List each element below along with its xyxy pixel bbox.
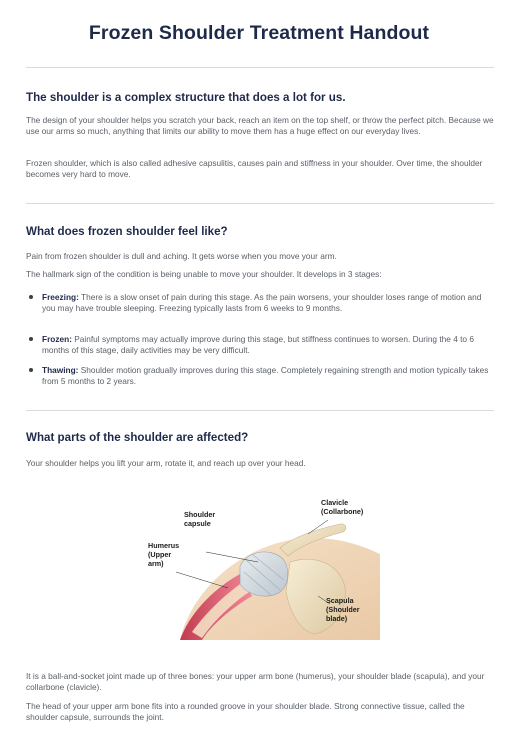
divider [26, 203, 494, 204]
bullet-icon [29, 295, 33, 299]
page-title: Frozen Shoulder Treatment Handout [88, 22, 430, 44]
paragraph: Your shoulder helps you lift your arm, rotate it, and reach up over your head. [26, 458, 306, 468]
label-capsule-2: capsule [184, 519, 211, 528]
stage-term: Thawing: [42, 365, 79, 375]
paragraph: Frozen shoulder, which is also called adhesive capsulitis, causes pain and stiffness in your shoulder. Over time, the shoulder becomes very hard to move. [26, 158, 483, 179]
divider [26, 67, 494, 68]
list-item [26, 292, 496, 313]
shoulder-capsule [240, 552, 288, 596]
shoulder-anatomy-illustration [140, 492, 380, 640]
stage-term: Freezing: [42, 292, 79, 302]
paragraph: The hallmark sign of the condition is being unable to move your shoulder. It develops in 3 stages: [26, 269, 382, 279]
label-humerus-1: Humerus [148, 541, 180, 550]
divider [26, 410, 494, 411]
bullet-icon [29, 337, 33, 341]
stage-text: Shoulder motion gradually improves during this stage. Completely regaining strength and motion typically takes from 5 months to 2 years. [42, 365, 489, 386]
label-clavicle-1: Clavicle [321, 498, 349, 507]
section-heading-anatomy: What parts of the shoulder are affected? [26, 431, 249, 444]
section-heading-symptoms: What does frozen shoulder feel like? [26, 225, 228, 238]
stage-text: Painful symptoms may actually improve during this stage, but stiffness continues to worsen. During the 4 to 6 months of this stage, daily activities may be very difficult. [42, 334, 474, 355]
bullet-icon [29, 368, 33, 372]
list-item [26, 365, 496, 386]
label-clavicle-2: (Collarbone) [321, 507, 364, 516]
stage-text: There is a slow onset of pain during this stage. As the pain worsens, your shoulder loses range of motion and you may have trouble sleeping. Freezing typically lasts from 6 weeks to 9 months. [42, 292, 482, 313]
stage-term: Frozen: [42, 334, 72, 344]
paragraph: The design of your shoulder helps you scratch your back, reach an item on the top shelf, or throw the perfect pitch. Because we use our arms so much, anything that limits our ability to move them has a huge effect on our everyday lives. [26, 115, 494, 136]
label-humerus-3: arm) [148, 559, 164, 568]
list-item [26, 334, 496, 355]
paragraph: The head of your upper arm bone fits into a rounded groove in your shoulder blade. Strong connective tissue, called the shoulder capsule, surrounds the joint. [26, 701, 465, 722]
label-scapula-2: (Shoulder [326, 605, 360, 614]
label-capsule-1: Shoulder [184, 510, 216, 519]
section-heading-structure: The shoulder is a complex structure that does a lot for us. [26, 91, 346, 104]
label-humerus-2: (Upper [148, 550, 172, 559]
label-scapula-3: blade) [326, 614, 348, 623]
label-scapula-1: Scapula [326, 596, 354, 605]
paragraph: Pain from frozen shoulder is dull and aching. It gets worse when you move your arm. [26, 251, 337, 261]
paragraph: It is a ball-and-socket joint made up of three bones: your upper arm bone (humerus), your shoulder blade (scapula), and your collarbone (clavicle). [26, 671, 485, 692]
